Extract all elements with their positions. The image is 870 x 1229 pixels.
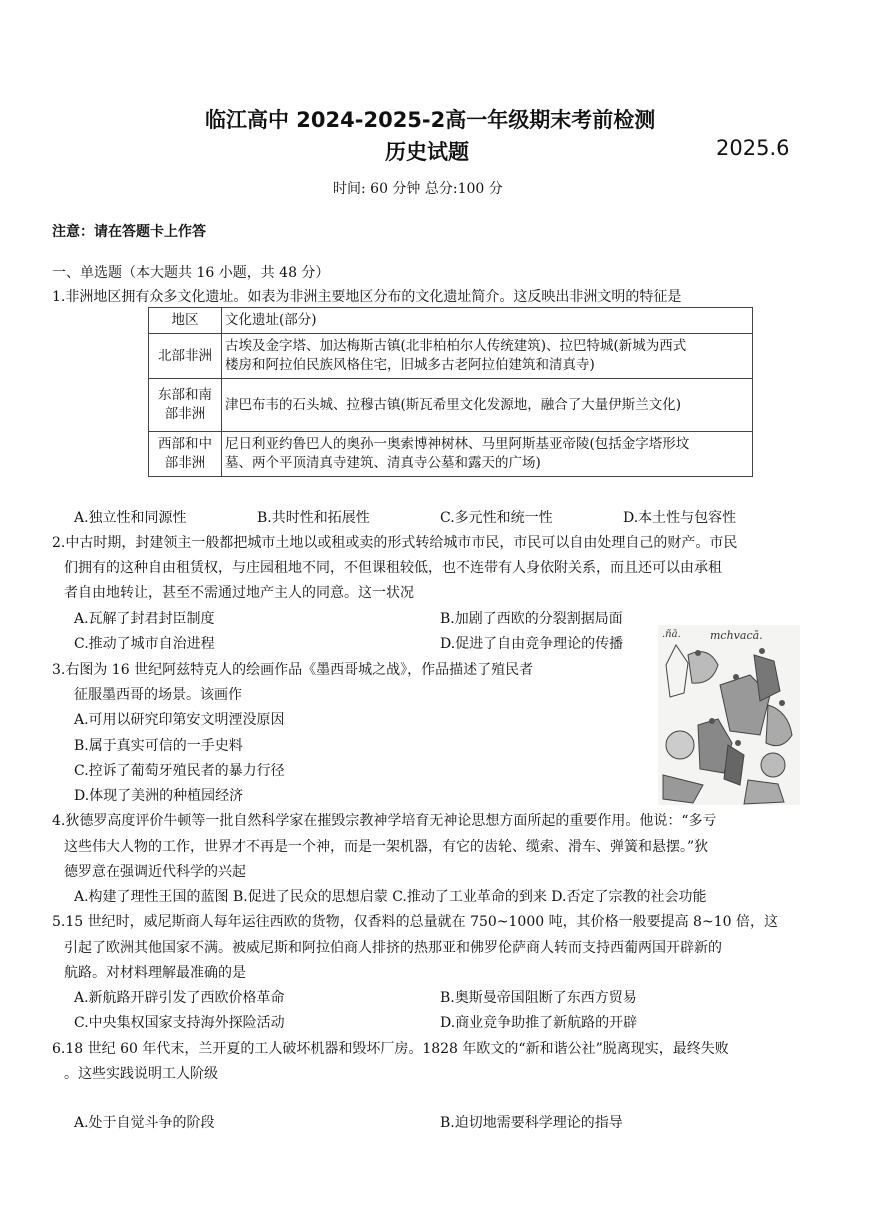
question-1-stem: 1.非洲地区拥有众多文化遗址。如表为非洲主要地区分布的文化遗址简介。这反映出非洲文明的特征是 [52,289,682,305]
exam-title: 临江高中 2024-2025-2高一年级期末考前检测 [205,108,656,132]
exam-date: 2025.6 [716,136,790,160]
table-cell-content: 古埃及金字塔、加达梅斯古镇(北非柏柏尔人传统建筑)、拉巴特城(新城为西式 楼房和阿拉伯民族风格住宅，旧城多古老阿拉伯建筑和清真寺) [222,334,753,379]
question-5-line: 航路。对材料理解最准确的是 [64,965,246,981]
subject-title: 历史试题 [385,140,469,164]
table-row [149,432,753,477]
notice: 注意：请在答题卡上作答 [52,224,206,240]
table-header-row [149,308,753,334]
q6-option-b: B.迫切地需要科学理论的指导 [440,1115,623,1131]
question-2-line: 2.中古时期，封建领主一般都把城市土地以或租或卖的形式转给城市市民，市民可以自由处理自己的财产。市民 [52,535,738,551]
svg-text:.ñā.: .ñā. [662,629,681,640]
q5-option-c: C.中央集权国家支持海外探险活动 [74,1015,285,1031]
question-6-line: 。这些实践说明工人阶级 [64,1066,218,1082]
question-2-line: 们拥有的这种自由租赁权，与庄园租地不同，不但课租较低，也不连带有人身依附关系，而且还可以由承租 [64,560,722,576]
table-header: 地区 [149,308,222,334]
battle-painting-svg [658,625,800,805]
q3-option-d: D.体现了美洲的种植园经济 [74,788,244,804]
q1-option-c: C.多元性和统一性 [440,510,553,526]
q1-option-d: D.本土性与包容性 [623,510,737,526]
question-6-line: 6.18 世纪 60 年代末，兰开夏的工人破坏机器和毁坏厂房。1828 年欧文的“新和谐公社”脱离现实，最终失败 [52,1041,729,1057]
q2-option-a: A.瓦解了封君封臣制度 [74,611,215,627]
q1-option-b: B.共时性和拓展性 [257,510,370,526]
question-5-line: 5.15 世纪时，威尼斯商人每年运往西欧的货物，仅香料的总量就在 750~1000 吨，其价格一般要提高 8~10 倍，这 [52,914,778,930]
q5-option-b: B.奥斯曼帝国阻断了东西方贸易 [440,990,637,1006]
q6-option-a: A.处于自觉斗争的阶段 [74,1115,215,1131]
table-cell-content: 津巴布韦的石头城、拉穆古镇(斯瓦希里文化发源地，融合了大量伊斯兰文化) [222,379,753,432]
table-cell-region: 西部和中 部非洲 [149,432,222,477]
question-3-line: 3.右图为 16 世纪阿兹特克人的绘画作品《墨西哥城之战》，作品描述了殖民者 [52,662,534,678]
q2-option-d: D.促进了自由竞争理论的传播 [440,636,624,652]
q5-option-a: A.新航路开辟引发了西欧价格革命 [74,990,285,1006]
q2-option-b: B.加剧了西欧的分裂割据局面 [440,611,623,627]
table-header: 文化遗址(部分) [222,308,753,334]
question-4-line: 4.狄德罗高度评价牛顿等一批自然科学家在摧毁宗教神学培育无神论思想方面所起的重要作用。他说：“多亏 [52,813,717,829]
q3-option-a: A.可用以研究印第安文明湮没原因 [74,712,285,728]
q3-option-b: B.属于真实可信的一手史料 [74,738,243,754]
question-5-line: 引起了欧洲其他国家不满。被威尼斯和阿拉伯商人排挤的热那亚和佛罗伦萨商人转而支持西葡两国开辟新的 [64,940,722,956]
question-4-line: 德罗意在强调近代科学的兴起 [64,864,246,880]
q2-option-c: C.推动了城市自治进程 [74,636,215,652]
table-cell-content: 尼日利亚约鲁巴人的奥孙一奥索博神树林、马里阿斯基亚帝陵(包括金字塔形坟 墓、两个平顶清真寺建筑、清真寺公墓和露天的广场) [222,432,753,477]
question-3-line: 征服墨西哥的场景。该画作 [74,687,242,703]
time-info: 时间: 60 分钟 总分:100 分 [333,181,503,197]
table-cell-region: 北部非洲 [149,334,222,379]
table-row [149,379,753,432]
section-heading: 一、单选题（本大题共 16 小题，共 48 分） [52,265,330,281]
sites-table [148,307,753,477]
q1-option-a: A.独立性和同源性 [74,510,187,526]
q4-options: A.构建了理性王国的蓝图 B.促进了民众的思想启蒙 C.推动了工业革命的到来 D.否定了宗教的社会功能 [74,889,707,905]
image-caption: mchvacā. [710,629,763,642]
table-cell-region: 东部和南 部非洲 [149,379,222,432]
battle-painting-image [658,625,800,805]
question-2-line: 者自由地转让，甚至不需通过地产主人的同意。这一状况 [64,585,414,601]
table-row [149,334,753,379]
question-4-line: 这些伟大人物的工作，世界才不再是一个神，而是一架机器，有它的齿轮、缆索、滑车、弹簧和悬摆。”狄 [64,839,709,855]
q5-option-d: D.商业竞争助推了新航路的开辟 [440,1015,638,1031]
q3-option-c: C.控诉了葡萄牙殖民者的暴力行径 [74,763,285,779]
